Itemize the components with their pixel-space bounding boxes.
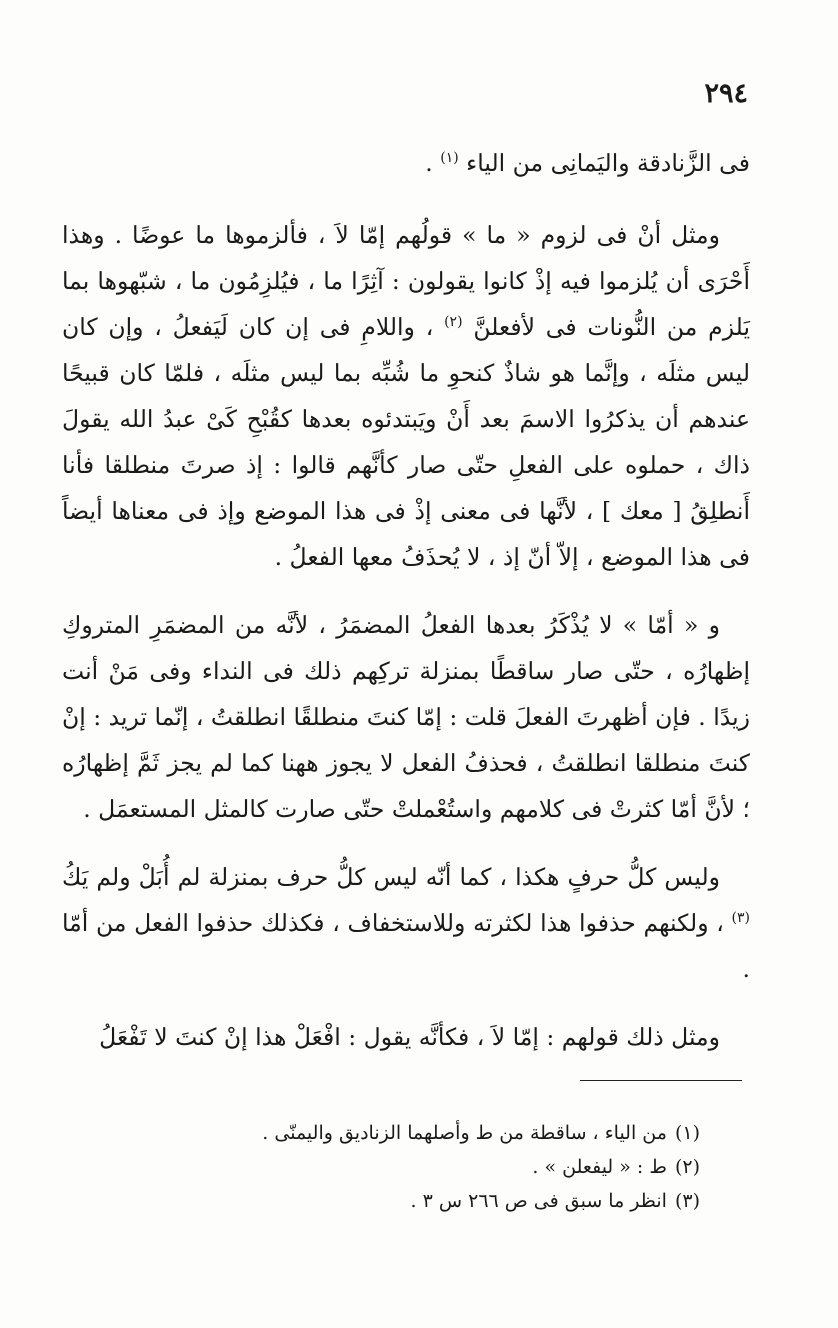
paragraph-3 <box>62 602 750 832</box>
footnote-1 <box>200 1116 700 1150</box>
footnote-text: من الياء ، ساقطة من ط وأصلهما الزناديق واليمنّى . <box>262 1122 667 1144</box>
footnote-number: (١) <box>674 1122 700 1144</box>
footnote-2 <box>200 1150 700 1184</box>
paragraph-5-text: ومثل ذلك قولهم : إمّا لاَ ، فكأنَّه يقول : افْعَلْ هذا إنْ كنتَ لا تَفْعَلُ <box>99 1023 720 1051</box>
footnote-divider <box>580 1080 742 1081</box>
main-text <box>62 140 750 1082</box>
paragraph-1 <box>62 140 750 186</box>
paragraph-2-tail: ، واللامِ فى إن كان لَيَفعلُ ، وإن كان ليس مثلَه ، وإنَّما هو شاذٌ كنحوِ ما شُبِّه بما ليس مثلَه ، فلمّا كان قبيحًا عندهم أن يذكرُوا الاسمَ بعد أَنْ ويَبتدئوه بعدها كقُبْحِ كَىْ عبدُ الله يقولَ ذاك ، حملوه على الفعلِ حتّى صار كأنَّهم قالوا : إذ صرتَ منطلقا فأنا أَنطلِقُ [ معك ] ، لأنَّها فى معنى إذْ فى هذا الموضع وإذ فى معناها أيضاً فى هذا الموضع ، إلاّ أنّ إذ ، لا يُحذَفُ معها الفعلُ . <box>62 313 750 571</box>
paragraph-5 <box>62 1014 750 1060</box>
footnote-text: ط : « ليفعلن » . <box>532 1156 667 1178</box>
footnote-ref-3[interactable]: (٣) <box>731 910 750 927</box>
footnotes <box>200 1116 700 1218</box>
paragraph-3-text: و « أمّا » لا يُذْكَرُ بعدها الفعلُ المضمَرُ ، لأنَّه من المضمَرِ المتروكِ إظهارُه ، حتّى صار ساقطًا بمنزلة تركِهم ذلك فى النداء وفى مَنْ أنت زيدًا . فإن أظهرتَ الفعلَ قلت : إمّا كنتَ منطلقًا انطلقتُ ، إنّما تريد : إنْ كنتَ منطلقا انطلقتُ ، فحذفُ الفعل لا يجوز ههنا كما لم يجز ثَمَّ إظهارُه ؛ لأنَّ أمّا كثرتْ فى كلامهم واستُعْملتْ حتّى صارت كالمثل المستعمَل . <box>62 611 750 823</box>
paragraph-2-text: ومثل أنْ فى لزوم « ما » قولُهم إمّا لاَ ، فألزموها ما عوضًا . وهذا أَحْرَى أن يُلزموا فيه إذْ كانوا يقولون : آثِرًا ما ، فيُلزِمُون ما ، شبّهوها بما يَلزم من النُّونات فى لأفعلنَّ <box>62 221 750 341</box>
paragraph-4-text: وليس كلُّ حرفٍ هكذا ، كما أنّه ليس كلُّ حرف بمنزلة لم أُبَلْ ولم يَكُ <box>62 863 720 891</box>
paragraph-4-tail: ، ولكنهم حذفوا هذا لكثرته وللاستخفاف ، فكذلك حذفوا الفعل من أمّا . <box>62 909 750 983</box>
paragraph-1-tail: . <box>425 149 441 177</box>
footnote-text: انظر ما سبق فى ص ٢٦٦ س ٣ . <box>410 1190 667 1212</box>
paragraph-1-text: فى الزَّنادقة واليَمانِى من الياء <box>466 149 750 177</box>
footnote-ref-2[interactable]: (٢) <box>444 314 463 331</box>
footnote-number: (٣) <box>674 1190 700 1212</box>
page-number: ٢٩٤ <box>704 78 748 109</box>
footnote-3 <box>200 1184 700 1218</box>
paragraph-2 <box>62 212 750 580</box>
paragraph-4 <box>62 854 750 992</box>
footnote-number: (٢) <box>674 1156 700 1178</box>
footnote-ref-1[interactable]: (١) <box>440 150 459 167</box>
